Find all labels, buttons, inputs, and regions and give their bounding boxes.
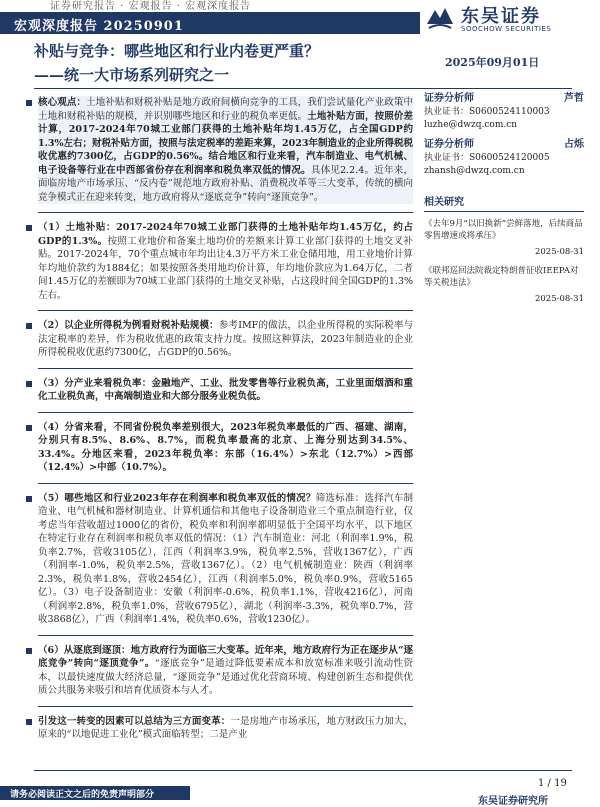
- double-low-text: 筛选标准：选择汽车制造业、电气机械和器材制造业、计算机通信和其他电子设备制造业三个重点制造行业，仅考虑当年营收超过1000亿的省份，税负率和利润率都明显低于全国平均水平，以下地区在特定行业存在利润率和税负率双低的情况：（1）汽车制造业：河北（利润率1.9%，税负率2.7%，营收3105亿），江西（利润率3.9%，税负率2.5%，营收1367亿），广西（利润率-1.0%，税负率2.5%，营收1367亿）。（2）电气机械制造业：陕西（利润率2.3%，税负率1.8%，营收2454亿），江西（利润率5.0%，税负率0.9%，营收5165亿）。（3）电子设备制造业：安徽（利润率-0.6%，税负率1.1%，营收4216亿），河南（利润率2.8%，税负率1.0%，营收6795亿），湖北（利润率-3.3%，税负率0.7%，营收3868亿），广西（利润率1.4%，税负率0.6%，营收1230亿）。: [38, 492, 413, 625]
- disclaimer-bar[interactable]: [0, 786, 190, 800]
- related-research-date: 2025-08-31: [534, 294, 584, 304]
- industry-tax-heading: （3）分产业来看税负率：金融地产、工业、批发零售等行业税负高，工业里面烟酒和重化工业税负高，中高端制造业和大部分服务业税负低。: [38, 377, 413, 402]
- province-tax-paragraph: [38, 421, 413, 475]
- land-subsidy-paragraph: [38, 221, 413, 302]
- report-subtitle: ——统一大市场系列研究之一: [34, 66, 230, 84]
- report-type-bar: [0, 12, 420, 34]
- logo-text: 东吴证券: [461, 6, 541, 27]
- main-content: [38, 96, 413, 742]
- analyst-title: 证券分析师: [424, 93, 474, 104]
- drivers-paragraph: [38, 715, 413, 742]
- core-view-paragraph: [38, 96, 413, 204]
- double-low-paragraph: [38, 492, 413, 627]
- section-divider: [38, 368, 413, 369]
- section-divider: [38, 635, 413, 636]
- industry-tax-paragraph: [38, 377, 413, 404]
- land-subsidy-text: 按照工业地价和备案土地均价的差额来计算工业部门获得的土地交叉补贴。2017-2024年，70个重点城市年均出让4.3万平方米工业仓储用地，用工业地价计算年均地价款约为1884亿；如果按照各类用地均价计算，年均地价款应为1.64万亿，二者间1.45万亿的差额即为70城工业部门获得的土地交叉补贴，占这段时间全国GDP的1.3%左右。: [38, 235, 413, 301]
- related-research-link[interactable]: 《联邦巡回法院裁定特朗普征收IEEPA对等关税违法》: [424, 266, 579, 288]
- competition-shift-heading: （6）从逐底到逐顶：地方政府行为面临三大变革。近年来，地方政府行为正在逐步从“逐底竞争”转向“逐顶竞争”。: [38, 644, 413, 669]
- core-view-highlight: 土地补贴方面，按照价差计算，2017-2024年70城工业部门获得的土地补贴年均1.45万亿，占全国GDP约1.3%左右；财税补贴方面，按照与法定税率的差距来算，2023年制造业的企业所得税税收优惠约7300亿，占GDP的0.56%。结合地区和行业来看，汽车制造业、电气机械、电子设备等行业在中西部省份存在利润率和税负率双低的情况。: [38, 110, 413, 176]
- fiscal-subsidy-heading: （2）以企业所得税为例看财税补贴规模：: [38, 320, 219, 331]
- cert-number: S0600524110003: [469, 107, 550, 117]
- header-divider: [34, 88, 572, 89]
- cert-number: S0600524120005: [469, 153, 550, 163]
- firm-name: 东吴证券研究所: [478, 796, 548, 807]
- related-research-link[interactable]: 《去年9月“以旧换新”尝鲜落地，后续商品零售增速或将承压》: [424, 219, 583, 241]
- analyst-email[interactable]: luzhe@dwzq.com.cn: [424, 120, 518, 130]
- page-number: 1 / 19: [538, 778, 567, 789]
- competition-shift-paragraph: [38, 644, 413, 698]
- section-divider: [38, 412, 413, 413]
- fiscal-subsidy-paragraph: [38, 319, 413, 360]
- report-title: 补贴与竞争：哪些地区和行业内卷更严重？: [34, 42, 320, 60]
- analyst-2: [424, 138, 584, 178]
- analyst-name: 芦哲: [564, 93, 584, 104]
- drivers-text: 一是房地产市场承压，地方财政压力加大，原来的“以地促进工业化”模式面临转型；二是产业: [38, 715, 413, 740]
- report-category: 证券研究报告 · 宏观报告 · 宏观深度报告: [50, 1, 252, 12]
- analyst-name: 占烁: [564, 139, 584, 150]
- section-divider: [38, 310, 413, 311]
- core-view-tail: 具体见2.2.4。近年来，面临房地产市场承压、“反内卷”规范地方政府补贴、消费税改革等三大变革，传统的横向竞争模式正在迎来转变，地方政府将从“逐底竞争”转向“逐顶竞争”。: [38, 164, 413, 203]
- report-date: 2025年09月01日: [445, 56, 540, 69]
- land-subsidy-heading: （1）土地补贴：2017-2024年70城工业部门获得的土地补贴年均1.45万亿，约占GDP的1.3%。: [38, 222, 413, 247]
- drivers-heading: 引发这一转变的因素可以总结为三方面变革：: [38, 715, 231, 727]
- province-tax-heading: （4）分省来看，不同省份税负率差别很大，2023年税负率最低的广西、福建、湖南，分别只有8.5%、8.6%、8.7%，而税负率最高的北京、上海分别达到34.5%、33.4%。分地区来看，2023年税负率：东部（16.4%）>东北（12.7%）>西部（12.4%）>中部（10.7%）。: [38, 421, 413, 473]
- fiscal-subsidy-text: 参考IMF的做法，以企业所得税的实际税率与法定税率的差异，作为税收优惠的政策支持力度。按照这种算法，2023年制造业的企业所得税税收优惠约7300亿，占GDP的0.56%。: [38, 320, 413, 358]
- section-divider: [38, 212, 413, 213]
- footer-divider: [34, 770, 572, 771]
- section-divider: [38, 483, 413, 484]
- cert-label: 执业证书：: [424, 107, 470, 117]
- sidebar: [424, 92, 584, 306]
- brand-logo: [425, 2, 575, 40]
- competition-shift-text: “逐底竞争”是通过降低要素成本和放宽标准来吸引流动性资本，以最快速度做大经济总量，“逐顶竞争”是通过优化营商环境、构建创新生态和提供优质公共服务来吸引和培育优质资本与人才。: [38, 658, 413, 696]
- logo-subtext: SOOCHOW SECURITIES: [461, 25, 552, 33]
- analyst-1: [424, 92, 584, 132]
- analyst-email[interactable]: zhansh@dwzq.com.cn: [424, 166, 525, 176]
- core-view-label: 核心观点：: [38, 97, 87, 108]
- section-divider: [38, 706, 413, 707]
- logo-mark-icon: [425, 2, 455, 32]
- core-view-text: 土地补贴和财税补贴是地方政府间横向竞争的工具，我们尝试量化产业政策中土地和财税补贴的规模，并识别哪些地区和行业的税负率更低。: [38, 97, 413, 122]
- double-low-heading: （5）哪些地区和行业2023年存在利润率和税负率双低的情况？: [38, 492, 316, 504]
- related-research-heading: 相关研究: [424, 196, 584, 212]
- disclaimer-text: 请务必阅读正文之后的免责声明部分: [10, 790, 155, 800]
- cert-label: 执业证书：: [424, 153, 470, 163]
- related-research-date: 2025-08-31: [534, 247, 584, 257]
- analyst-title: 证券分析师: [424, 139, 474, 150]
- report-type: 宏观深度报告 20250901: [14, 19, 184, 34]
